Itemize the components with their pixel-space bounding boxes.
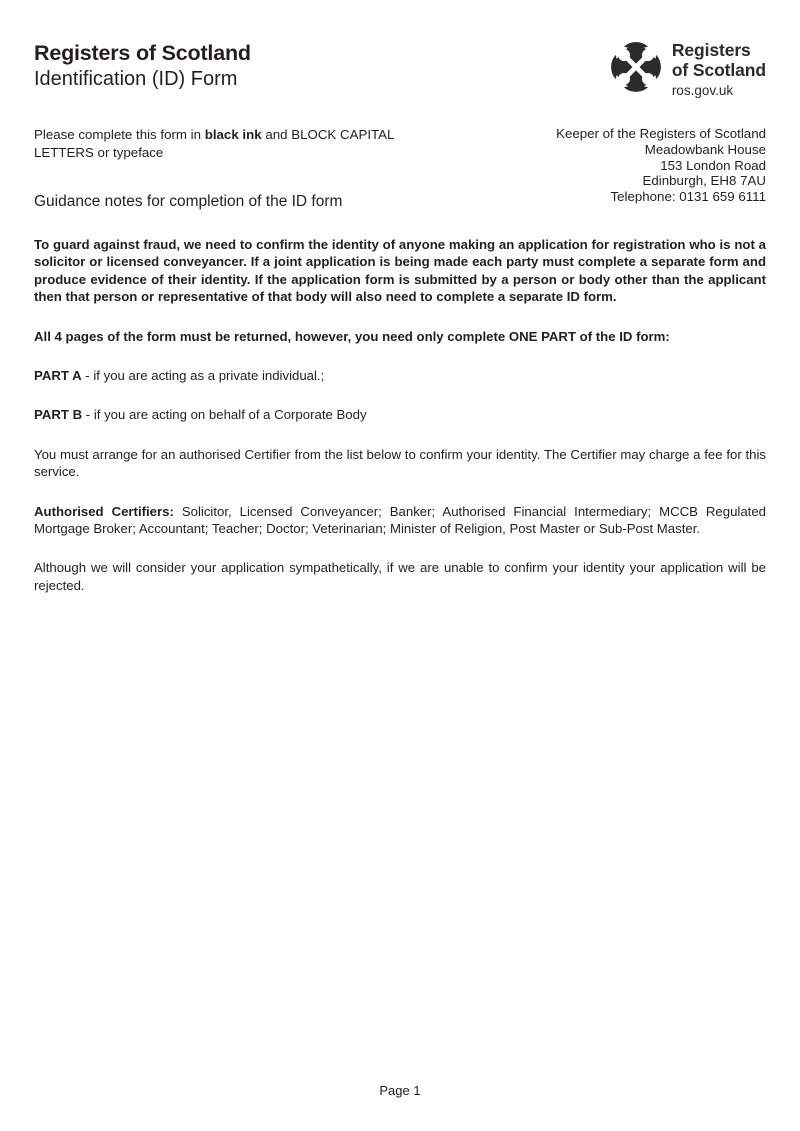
page-header [34, 40, 766, 102]
authorised-certifiers-paragraph [34, 503, 766, 538]
address-telephone: Telephone: 0131 659 6111 [610, 189, 766, 205]
authorised-certifiers-list: Solicitor, Licensed Conveyancer; Banker; Authorised Financial Intermediary; MCCB Regulated Mortgage Broker; Accountant; Teacher; Doctor; Veterinarian; Minister of Religion, Post Master or Sub-Post Master. [34, 503, 767, 537]
instruction-part-2: and BLOCK CAPITAL LETTERS or typeface [34, 127, 394, 160]
spacer [34, 320, 766, 328]
spacer [34, 359, 766, 367]
logo-website-url: ros.gov.uk [671, 83, 734, 98]
part-a-label: PART A [34, 368, 82, 384]
organisation-logo [609, 40, 766, 99]
page-footer [0, 1083, 800, 1099]
instruction-part-1: Please complete this form in [34, 127, 205, 142]
certifier-arrangement-paragraph: You must arrange for an authorised Certifier from the list below to confirm your identity. The Certifier may charge a fee for this service. [34, 446, 766, 480]
address-line: 153 London Road [660, 157, 766, 173]
part-b-label: PART B [34, 407, 83, 423]
spacer [34, 551, 766, 559]
page-subtitle: Identification (ID) Form [34, 68, 238, 90]
part-a-line [34, 367, 766, 384]
spacer [34, 398, 766, 406]
guidance-content [34, 236, 766, 608]
page-number-label: Page 1 [379, 1083, 421, 1098]
keeper-address-block [556, 126, 766, 205]
spacer [34, 495, 766, 503]
fraud-paragraph: To guard against fraud, we need to confirm the identity of anyone making an application for registration who is not a solicitor or licensed conveyancer. If a joint application is being made each party must complete a separate form and produce evidence of their identity. If the application form is submitted by a person or body other than the applicant then that person or representative of that body will also need to complete a separate ID form. [34, 237, 766, 305]
spacer [34, 438, 766, 446]
authorised-certifiers-label: Authorised Certifiers: [34, 503, 174, 519]
address-line: Edinburgh, EH8 7AU [642, 173, 766, 189]
rejection-notice-paragraph: Although we will consider your application sympathetically, if we are unable to confirm your identity your application will be rejected. [34, 560, 766, 593]
part-b-description: - if you are acting on behalf of a Corporate Body [82, 407, 367, 423]
part-b-line [34, 406, 766, 423]
part-a-description: - if you are acting as a private individual.; [81, 368, 325, 384]
logo-line-1: Registers [671, 40, 751, 60]
instruction-emphasis: black ink [204, 127, 262, 142]
completion-instruction [34, 126, 424, 162]
pages-notice-paragraph: All 4 pages of the form must be returned, however, you need only complete ONE PART of the ID form: [34, 328, 670, 344]
guidance-notes-heading: Guidance notes for completion of the ID form [34, 193, 343, 210]
logo-line-2: of Scotland [671, 59, 766, 80]
address-line: Keeper of the Registers of Scotland [556, 126, 766, 141]
logo-wordmark [672, 40, 766, 99]
address-line: Meadowbank House [644, 141, 766, 157]
registers-of-scotland-pinwheel-icon [609, 40, 663, 94]
page-title: Registers of Scotland [34, 41, 251, 65]
title-block [34, 40, 251, 92]
